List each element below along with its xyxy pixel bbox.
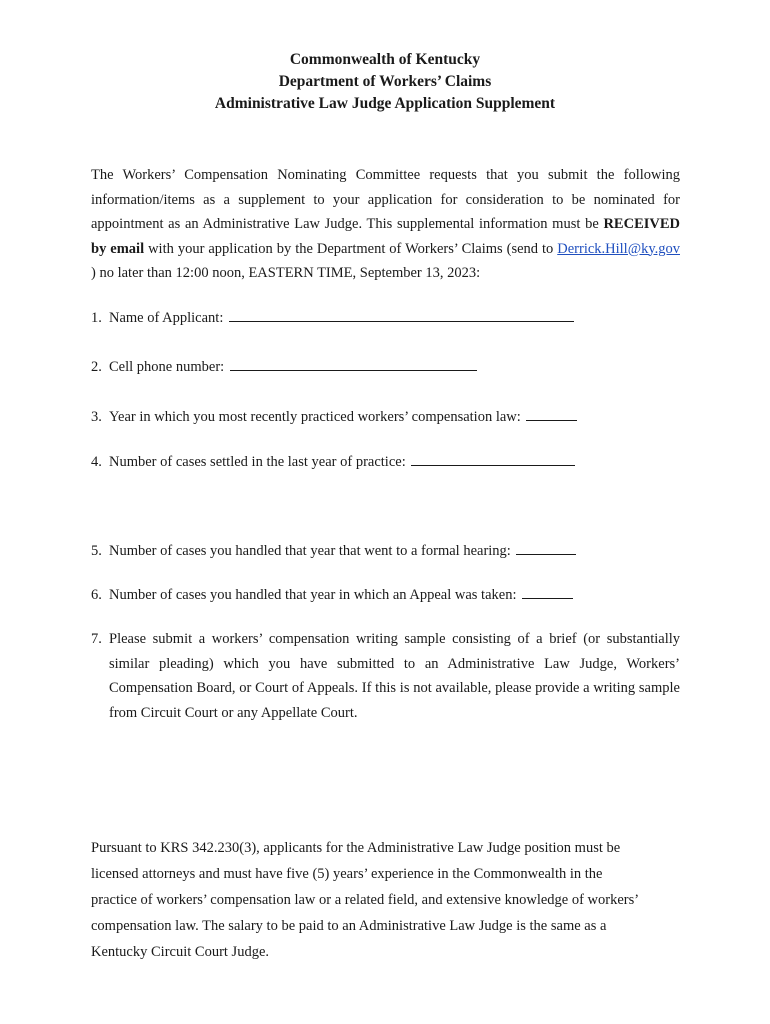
item-number: 4. — [91, 454, 102, 470]
header-line-2: Department of Workers’ Claims — [278, 73, 492, 90]
item-label: Number of cases you handled that year that went to a formal hearing: — [109, 543, 515, 559]
item-number: 7. — [91, 631, 102, 647]
item-number: 5. — [91, 543, 102, 559]
question-item-2 — [91, 355, 477, 380]
appeal-cases-field[interactable] — [522, 584, 573, 599]
intro-paragraph — [91, 163, 680, 286]
intro-text-3: ) no later than 12:00 noon, EASTERN TIME, September 13, 2023: — [91, 265, 481, 281]
item-label: Year in which you most recently practiced workers’ compensation law: — [109, 409, 525, 425]
question-item-5 — [91, 539, 576, 564]
question-item-7 — [91, 627, 680, 725]
cell-phone-field[interactable] — [230, 356, 477, 371]
question-item-3 — [91, 405, 577, 430]
item-label: Name of Applicant: — [109, 310, 227, 326]
email-link[interactable]: Derrick.Hill@ky.gov — [557, 240, 680, 257]
question-item-6 — [91, 583, 573, 608]
item-number: 1. — [91, 310, 102, 326]
footer-paragraph: Pursuant to KRS 342.230(3), applicants for the Administrative Law Judge position must be licensed attorneys and must have five (5) years’ experience in the Commonwealth in the practice of workers’ compensation law or a related field, and extensive knowledge of workers’ compensation law. The salary to be paid to an Administrative Law Judge is the same as a Kentucky Circuit Court Judge. — [91, 840, 639, 960]
intro-text-1: The Workers’ Compensation Nominating Committee requests that you submit the following information/items as a supplement to your application for consideration to be nominated for appointment as an Administrative Law Judge. This supplemental information must be — [91, 167, 680, 232]
item-label: Number of cases settled in the last year of practice: — [109, 454, 410, 470]
intro-bold-text: RECEIVED by email — [91, 216, 680, 257]
formal-hearing-cases-field[interactable] — [516, 540, 576, 555]
cases-settled-field[interactable] — [411, 451, 575, 466]
item-label: Number of cases you handled that year in which an Appeal was taken: — [109, 587, 521, 603]
practice-year-field[interactable] — [526, 406, 577, 421]
header-line-1: Commonwealth of Kentucky — [289, 51, 481, 68]
question-item-1 — [91, 306, 574, 331]
item-number: 3. — [91, 409, 102, 425]
applicant-name-field[interactable] — [229, 307, 574, 322]
question-item-4 — [91, 450, 575, 475]
item-label: Please submit a workers’ compensation writing sample consisting of a brief (or substantially similar pleading) which you have submitted to an Administrative Law Judge, Workers’ Compensation Board, or Court of Appeals. If this is not available, please provide a writing sample from Circuit Court or any Appellate Court. — [109, 631, 680, 721]
header-line-3: Administrative Law Judge Application Supplement — [214, 95, 556, 112]
item-number: 2. — [91, 359, 102, 375]
item-number: 6. — [91, 587, 102, 603]
document-header — [0, 49, 770, 115]
intro-text-2: with your application by the Department of Workers’ Claims (send to — [144, 240, 558, 257]
item-label: Cell phone number: — [109, 359, 228, 375]
